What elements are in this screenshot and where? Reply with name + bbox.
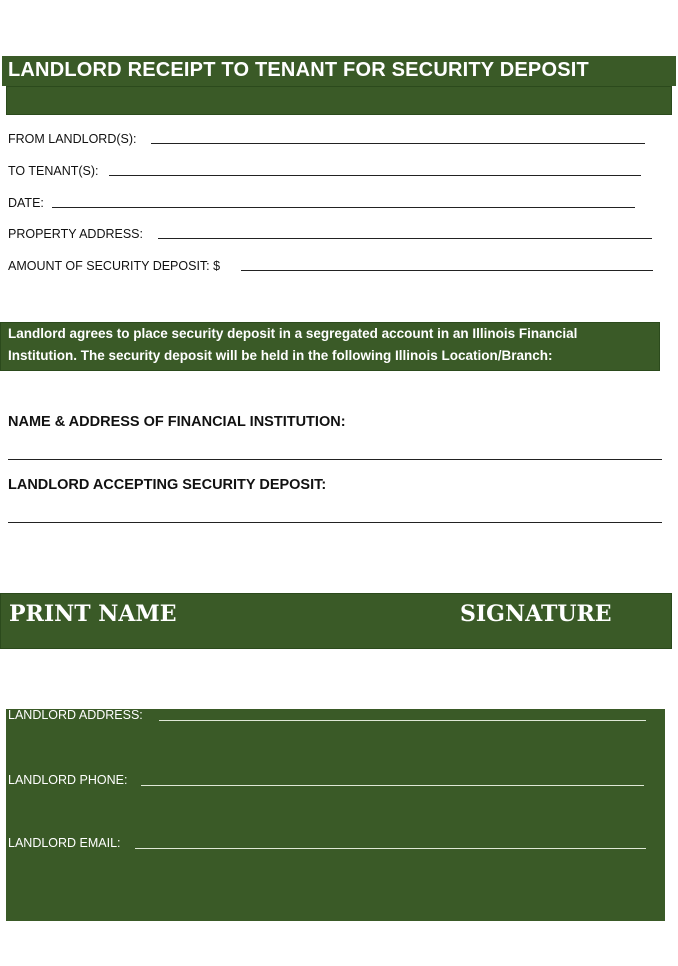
landlord-email-label: LANDLORD EMAIL: (8, 836, 121, 850)
from-landlord-line[interactable] (151, 143, 645, 144)
notice-text: Landlord agrees to place security deposit in a segregated account in an Illinois Financial Institution. The security deposit will be held in the following Illinois Location/Branch: (8, 326, 578, 363)
financial-institution-heading: NAME & ADDRESS OF FINANCIAL INSTITUTION: (8, 414, 346, 430)
document-title: LANDLORD RECEIPT TO TENANT FOR SECURITY DEPOSIT (8, 59, 589, 81)
property-address-line[interactable] (158, 238, 652, 239)
from-landlord-label: FROM LANDLORD(S): (8, 132, 137, 146)
date-label: DATE: (8, 196, 44, 210)
landlord-accepting-line[interactable] (8, 522, 662, 523)
landlord-contact-box (6, 709, 665, 921)
landlord-address-line[interactable] (159, 720, 646, 721)
amount-line[interactable] (241, 270, 653, 271)
to-tenant-line[interactable] (109, 175, 641, 176)
landlord-address-label: LANDLORD ADDRESS: (8, 708, 143, 722)
amount-label: AMOUNT OF SECURITY DEPOSIT: $ (8, 259, 221, 273)
landlord-phone-line[interactable] (141, 785, 644, 786)
title-band (6, 86, 672, 115)
print-name-label: PRINT NAME (9, 601, 177, 627)
financial-institution-line[interactable] (8, 459, 662, 460)
landlord-accepting-heading: LANDLORD ACCEPTING SECURITY DEPOSIT: (8, 477, 327, 493)
property-address-label: PROPERTY ADDRESS: (8, 227, 143, 241)
date-line[interactable] (52, 207, 635, 208)
to-tenant-label: TO TENANT(S): (8, 164, 99, 178)
landlord-phone-label: LANDLORD PHONE: (8, 773, 128, 787)
landlord-email-line[interactable] (135, 848, 646, 849)
signature-label: SIGNATURE (460, 601, 612, 627)
